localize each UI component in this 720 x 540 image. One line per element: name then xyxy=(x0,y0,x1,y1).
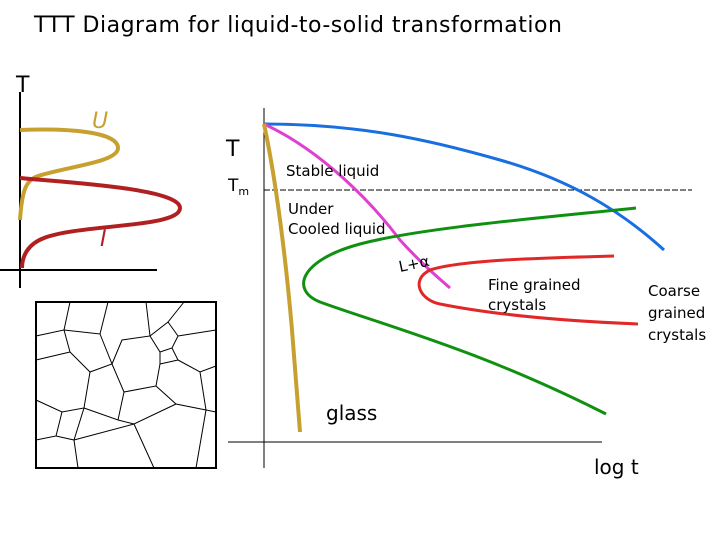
fine-grained-label-line1: Fine grained xyxy=(488,276,581,294)
stable-liquid-label: Stable liquid xyxy=(286,162,380,180)
small-plot-y-label: T xyxy=(16,73,30,98)
main-ttt-plot xyxy=(225,108,706,479)
coarse-grained-label-line1: Coarse xyxy=(648,282,701,300)
l-plus-alpha-label: L+α xyxy=(397,251,431,276)
growth-rate-curve-u xyxy=(20,130,118,220)
glass-transformation-c-curve xyxy=(304,208,636,414)
coarse-grained-label-line3: crystals xyxy=(648,326,707,344)
curve-u-label: U xyxy=(92,109,109,134)
diagram-title: TTT Diagram for liquid-to-solid transformation xyxy=(34,13,563,38)
main-y-axis-label: T xyxy=(226,137,240,162)
nucleation-rate-curve-i xyxy=(20,178,180,268)
fine-grained-label-line2: crystals xyxy=(488,296,547,314)
coarse-grained-label-line2: grained xyxy=(648,304,706,322)
microstructure-frame xyxy=(36,302,216,468)
small-nucleation-growth-plot xyxy=(0,73,180,288)
under-cooled-label-line1: Under xyxy=(288,200,334,218)
glass-label: glass xyxy=(326,401,378,425)
tm-label-subscript: m xyxy=(238,185,250,198)
x-axis-label-log-t: log t xyxy=(594,455,639,479)
grain-microstructure xyxy=(36,302,216,468)
tm-label xyxy=(227,176,249,198)
curve-i-label: I xyxy=(100,227,107,252)
under-cooled-label-line2: Cooled liquid xyxy=(288,220,386,238)
tm-label-main: T xyxy=(228,176,239,196)
